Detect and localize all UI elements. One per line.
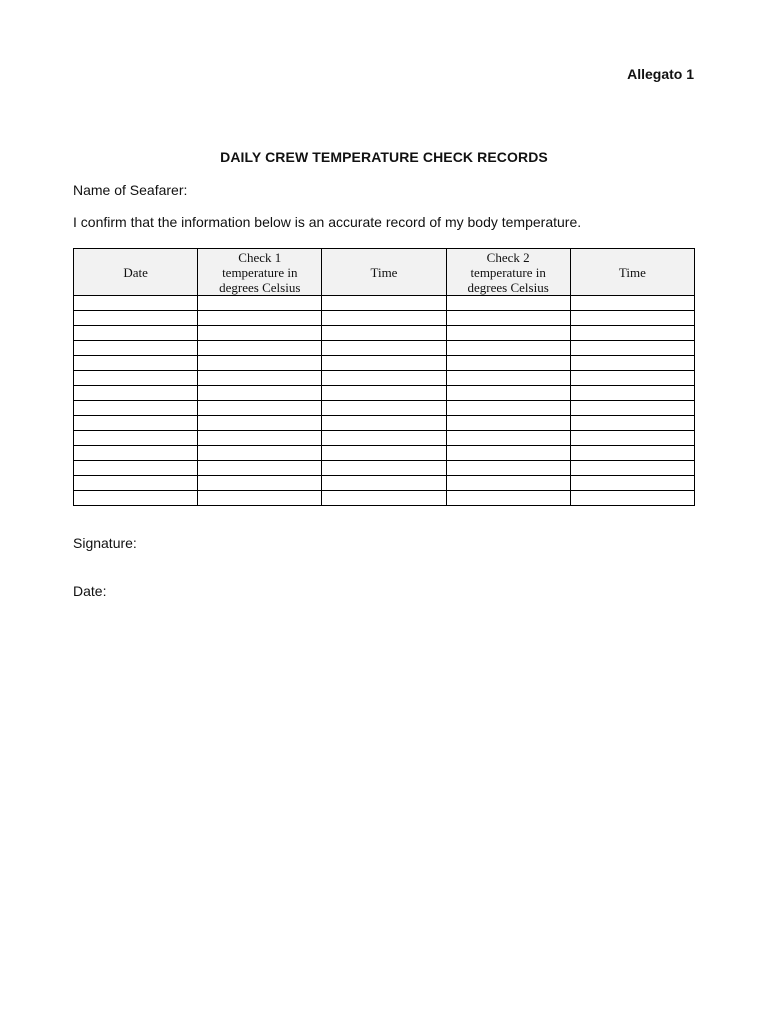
table-cell bbox=[446, 491, 570, 506]
table-cell bbox=[74, 476, 198, 491]
table-cell bbox=[446, 476, 570, 491]
table-cell bbox=[198, 491, 322, 506]
table-cell bbox=[198, 371, 322, 386]
column-header-date bbox=[74, 249, 198, 296]
table-cell bbox=[198, 416, 322, 431]
table-cell bbox=[74, 461, 198, 476]
header-line: temperature in bbox=[222, 264, 298, 280]
table-row bbox=[74, 311, 695, 326]
table-cell bbox=[570, 461, 694, 476]
table-cell bbox=[198, 311, 322, 326]
table-cell bbox=[570, 416, 694, 431]
table-cell bbox=[446, 401, 570, 416]
table-row bbox=[74, 476, 695, 491]
date-label: Date: bbox=[73, 583, 107, 599]
table-cell bbox=[74, 326, 198, 341]
table-cell bbox=[74, 386, 198, 401]
table-row bbox=[74, 296, 695, 311]
table-cell bbox=[570, 311, 694, 326]
table-row bbox=[74, 356, 695, 371]
column-header-check1-temperature bbox=[198, 249, 322, 296]
signature-label: Signature: bbox=[73, 535, 137, 551]
table-cell bbox=[570, 401, 694, 416]
table-cell bbox=[322, 416, 446, 431]
table-cell bbox=[74, 446, 198, 461]
table-row bbox=[74, 371, 695, 386]
table-cell bbox=[570, 296, 694, 311]
table-cell bbox=[322, 311, 446, 326]
table-cell bbox=[74, 356, 198, 371]
table-row bbox=[74, 341, 695, 356]
header-line: degrees Celsius bbox=[467, 279, 549, 295]
table-cell bbox=[74, 416, 198, 431]
table-cell bbox=[322, 326, 446, 341]
table-row bbox=[74, 386, 695, 401]
table-row bbox=[74, 416, 695, 431]
table-row bbox=[74, 326, 695, 341]
table-row bbox=[74, 401, 695, 416]
header-line: Check 1 bbox=[238, 249, 282, 265]
header-line: Date bbox=[123, 264, 148, 280]
table-cell bbox=[74, 491, 198, 506]
table-cell bbox=[198, 386, 322, 401]
table-cell bbox=[74, 401, 198, 416]
temperature-records-table bbox=[73, 248, 695, 506]
table-cell bbox=[322, 431, 446, 446]
table-cell bbox=[570, 446, 694, 461]
table-header-row bbox=[74, 249, 695, 296]
table-cell bbox=[570, 356, 694, 371]
table-cell bbox=[570, 476, 694, 491]
table-cell bbox=[198, 341, 322, 356]
annex-label: Allegato 1 bbox=[627, 66, 694, 82]
header-line: Time bbox=[370, 264, 398, 280]
table-cell bbox=[198, 461, 322, 476]
table-cell bbox=[446, 296, 570, 311]
table-row bbox=[74, 431, 695, 446]
table-cell bbox=[446, 431, 570, 446]
column-header-time-1 bbox=[322, 249, 446, 296]
table-cell bbox=[446, 356, 570, 371]
table-cell bbox=[198, 431, 322, 446]
table-cell bbox=[74, 296, 198, 311]
document-title: DAILY CREW TEMPERATURE CHECK RECORDS bbox=[220, 149, 548, 165]
table-cell bbox=[446, 311, 570, 326]
seafarer-name-label: Name of Seafarer: bbox=[73, 182, 188, 198]
table-cell bbox=[198, 356, 322, 371]
table-cell bbox=[570, 341, 694, 356]
table-cell bbox=[198, 401, 322, 416]
table-cell bbox=[74, 431, 198, 446]
table-cell bbox=[322, 386, 446, 401]
column-header-check2-temperature bbox=[446, 249, 570, 296]
table-cell bbox=[322, 476, 446, 491]
table-cell bbox=[446, 446, 570, 461]
table-cell bbox=[570, 386, 694, 401]
header-line: Check 2 bbox=[486, 249, 530, 265]
header-line: temperature in bbox=[470, 264, 546, 280]
table-cell bbox=[322, 401, 446, 416]
table-cell bbox=[446, 461, 570, 476]
table-cell bbox=[198, 296, 322, 311]
table-cell bbox=[570, 431, 694, 446]
table-row bbox=[74, 446, 695, 461]
table-cell bbox=[446, 416, 570, 431]
table-cell bbox=[570, 371, 694, 386]
table-cell bbox=[322, 446, 446, 461]
table-cell bbox=[570, 326, 694, 341]
table-cell bbox=[322, 461, 446, 476]
table-body bbox=[74, 296, 695, 506]
table-cell bbox=[446, 326, 570, 341]
table-cell bbox=[322, 341, 446, 356]
table-cell bbox=[322, 371, 446, 386]
table-cell bbox=[74, 371, 198, 386]
column-header-time-2 bbox=[570, 249, 694, 296]
table-cell bbox=[322, 491, 446, 506]
table-cell bbox=[198, 476, 322, 491]
table-cell bbox=[446, 371, 570, 386]
table-cell bbox=[570, 491, 694, 506]
table-row bbox=[74, 491, 695, 506]
table-cell bbox=[322, 356, 446, 371]
table-cell bbox=[198, 446, 322, 461]
header-line: Time bbox=[618, 264, 646, 280]
table-cell bbox=[322, 296, 446, 311]
table-cell bbox=[74, 311, 198, 326]
header-line: degrees Celsius bbox=[219, 279, 301, 295]
table-cell bbox=[446, 386, 570, 401]
table-row bbox=[74, 461, 695, 476]
confirmation-statement: I confirm that the information below is an accurate record of my body temperature. bbox=[73, 214, 582, 230]
table-cell bbox=[198, 326, 322, 341]
table-cell bbox=[446, 341, 570, 356]
table-cell bbox=[74, 341, 198, 356]
